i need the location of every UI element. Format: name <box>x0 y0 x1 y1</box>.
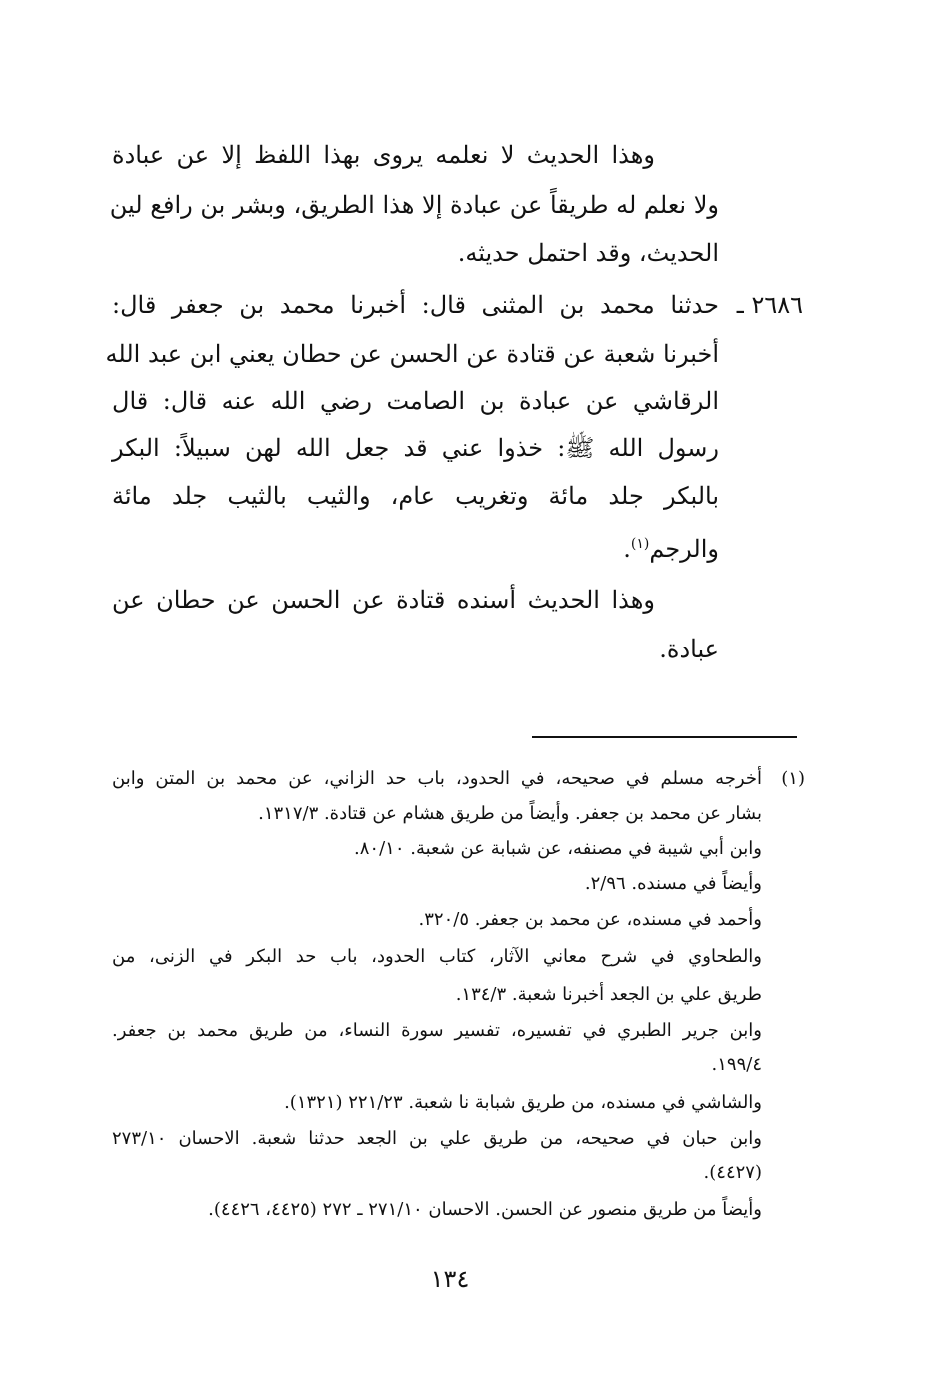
footnote-line: ١٩٩/٤. <box>711 1054 762 1075</box>
footnote-line: طريق علي بن الجعد أخبرنا شعبة. ١٣٤/٣. <box>455 984 762 1005</box>
footnote-line: وأيضاً في مسنده. ٢/٩٦. <box>584 873 762 894</box>
footnote-line: وأيضاً من طريق منصور عن الحسن. الاحسان ٢٧١/١٠ ـ ٢٧٢ (٤٤٢٥، ٤٤٢٦). <box>208 1199 762 1220</box>
paragraph-line: وهذا الحديث أسنده قتادة عن الحسن عن حطان عن <box>112 586 655 614</box>
paragraph-line: ولا نعلم له طريقاً عن عبادة إلا هذا الطريق، وبشر بن رافع لين <box>109 191 719 219</box>
paragraph-line: الحديث، وقد احتمل حديثه. <box>457 239 719 267</box>
footnote-line: بشار عن محمد بن جعفر. وأيضاً من طريق هشام عن قتادة. ١٣١٧/٣. <box>258 803 762 824</box>
paragraph-line: وهذا الحديث لا نعلمه يروى بهذا اللفظ إلا عن عبادة <box>112 141 655 169</box>
footnote-line: والشاشي في مسنده، من طريق شبابة نا شعبة. ٢٢١/٢٣ (١٣٢١). <box>284 1092 762 1113</box>
footnote-reference[interactable]: (١) <box>630 536 650 552</box>
footnote-line: والطحاوي في شرح معاني الآثار، كتاب الحدود، باب حد البكر في الزنى، من <box>112 946 762 967</box>
hadith-line: بالبكر جلد مائة وتغريب عام، والثيب بالثيب جلد مائة <box>112 482 719 510</box>
paragraph-line: عبادة. <box>659 635 719 663</box>
hadith-line: أخبرنا شعبة عن قتادة عن الحسن عن حطان يعني ابن عبد الله <box>105 340 719 368</box>
hadith-text: والرجم <box>649 535 719 563</box>
footnote-line: وابن حبان في صحيحه، من طريق علي بن الجعد حدثنا شعبة. الاحسان ٢٧٣/١٠ <box>112 1128 762 1149</box>
hadith-line: حدثنا محمد بن المثنى قال: أخبرنا محمد بن جعفر قال: <box>112 291 719 319</box>
footnote-separator <box>532 736 797 738</box>
hadith-line: رسول الله ﷺ: خذوا عني قد جعل الله لهن سبيلاً: البكر <box>112 434 719 462</box>
hadith-line-last <box>112 527 719 566</box>
footnote-line: وابن جرير الطبري في تفسيره، تفسير سورة النساء، من طريق محمد بن جعفر. <box>112 1020 762 1041</box>
hadith-number: ٢٦٨٦ ـ <box>736 291 803 319</box>
page-number: ١٣٤ <box>430 1265 470 1293</box>
footnote-line: وابن أبي شيبة في مصنفه، عن شبابة عن شعبة. ٨٠/١٠. <box>354 838 762 859</box>
footnote-line: (٤٤٢٧). <box>703 1162 762 1183</box>
footnote-line: وأحمد في مسنده، عن محمد بن جعفر. ٣٢٠/٥. <box>418 909 762 930</box>
footnote-marker: (١) <box>781 768 805 789</box>
footnote-line: أخرجه مسلم في صحيحه، في الحدود، باب حد الزاني، عن محمد بن المتن وابن <box>112 768 762 789</box>
hadith-line: الرقاشي عن عبادة بن الصامت رضي الله عنه قال: قال <box>112 387 719 415</box>
hadith-period: . <box>623 535 631 563</box>
